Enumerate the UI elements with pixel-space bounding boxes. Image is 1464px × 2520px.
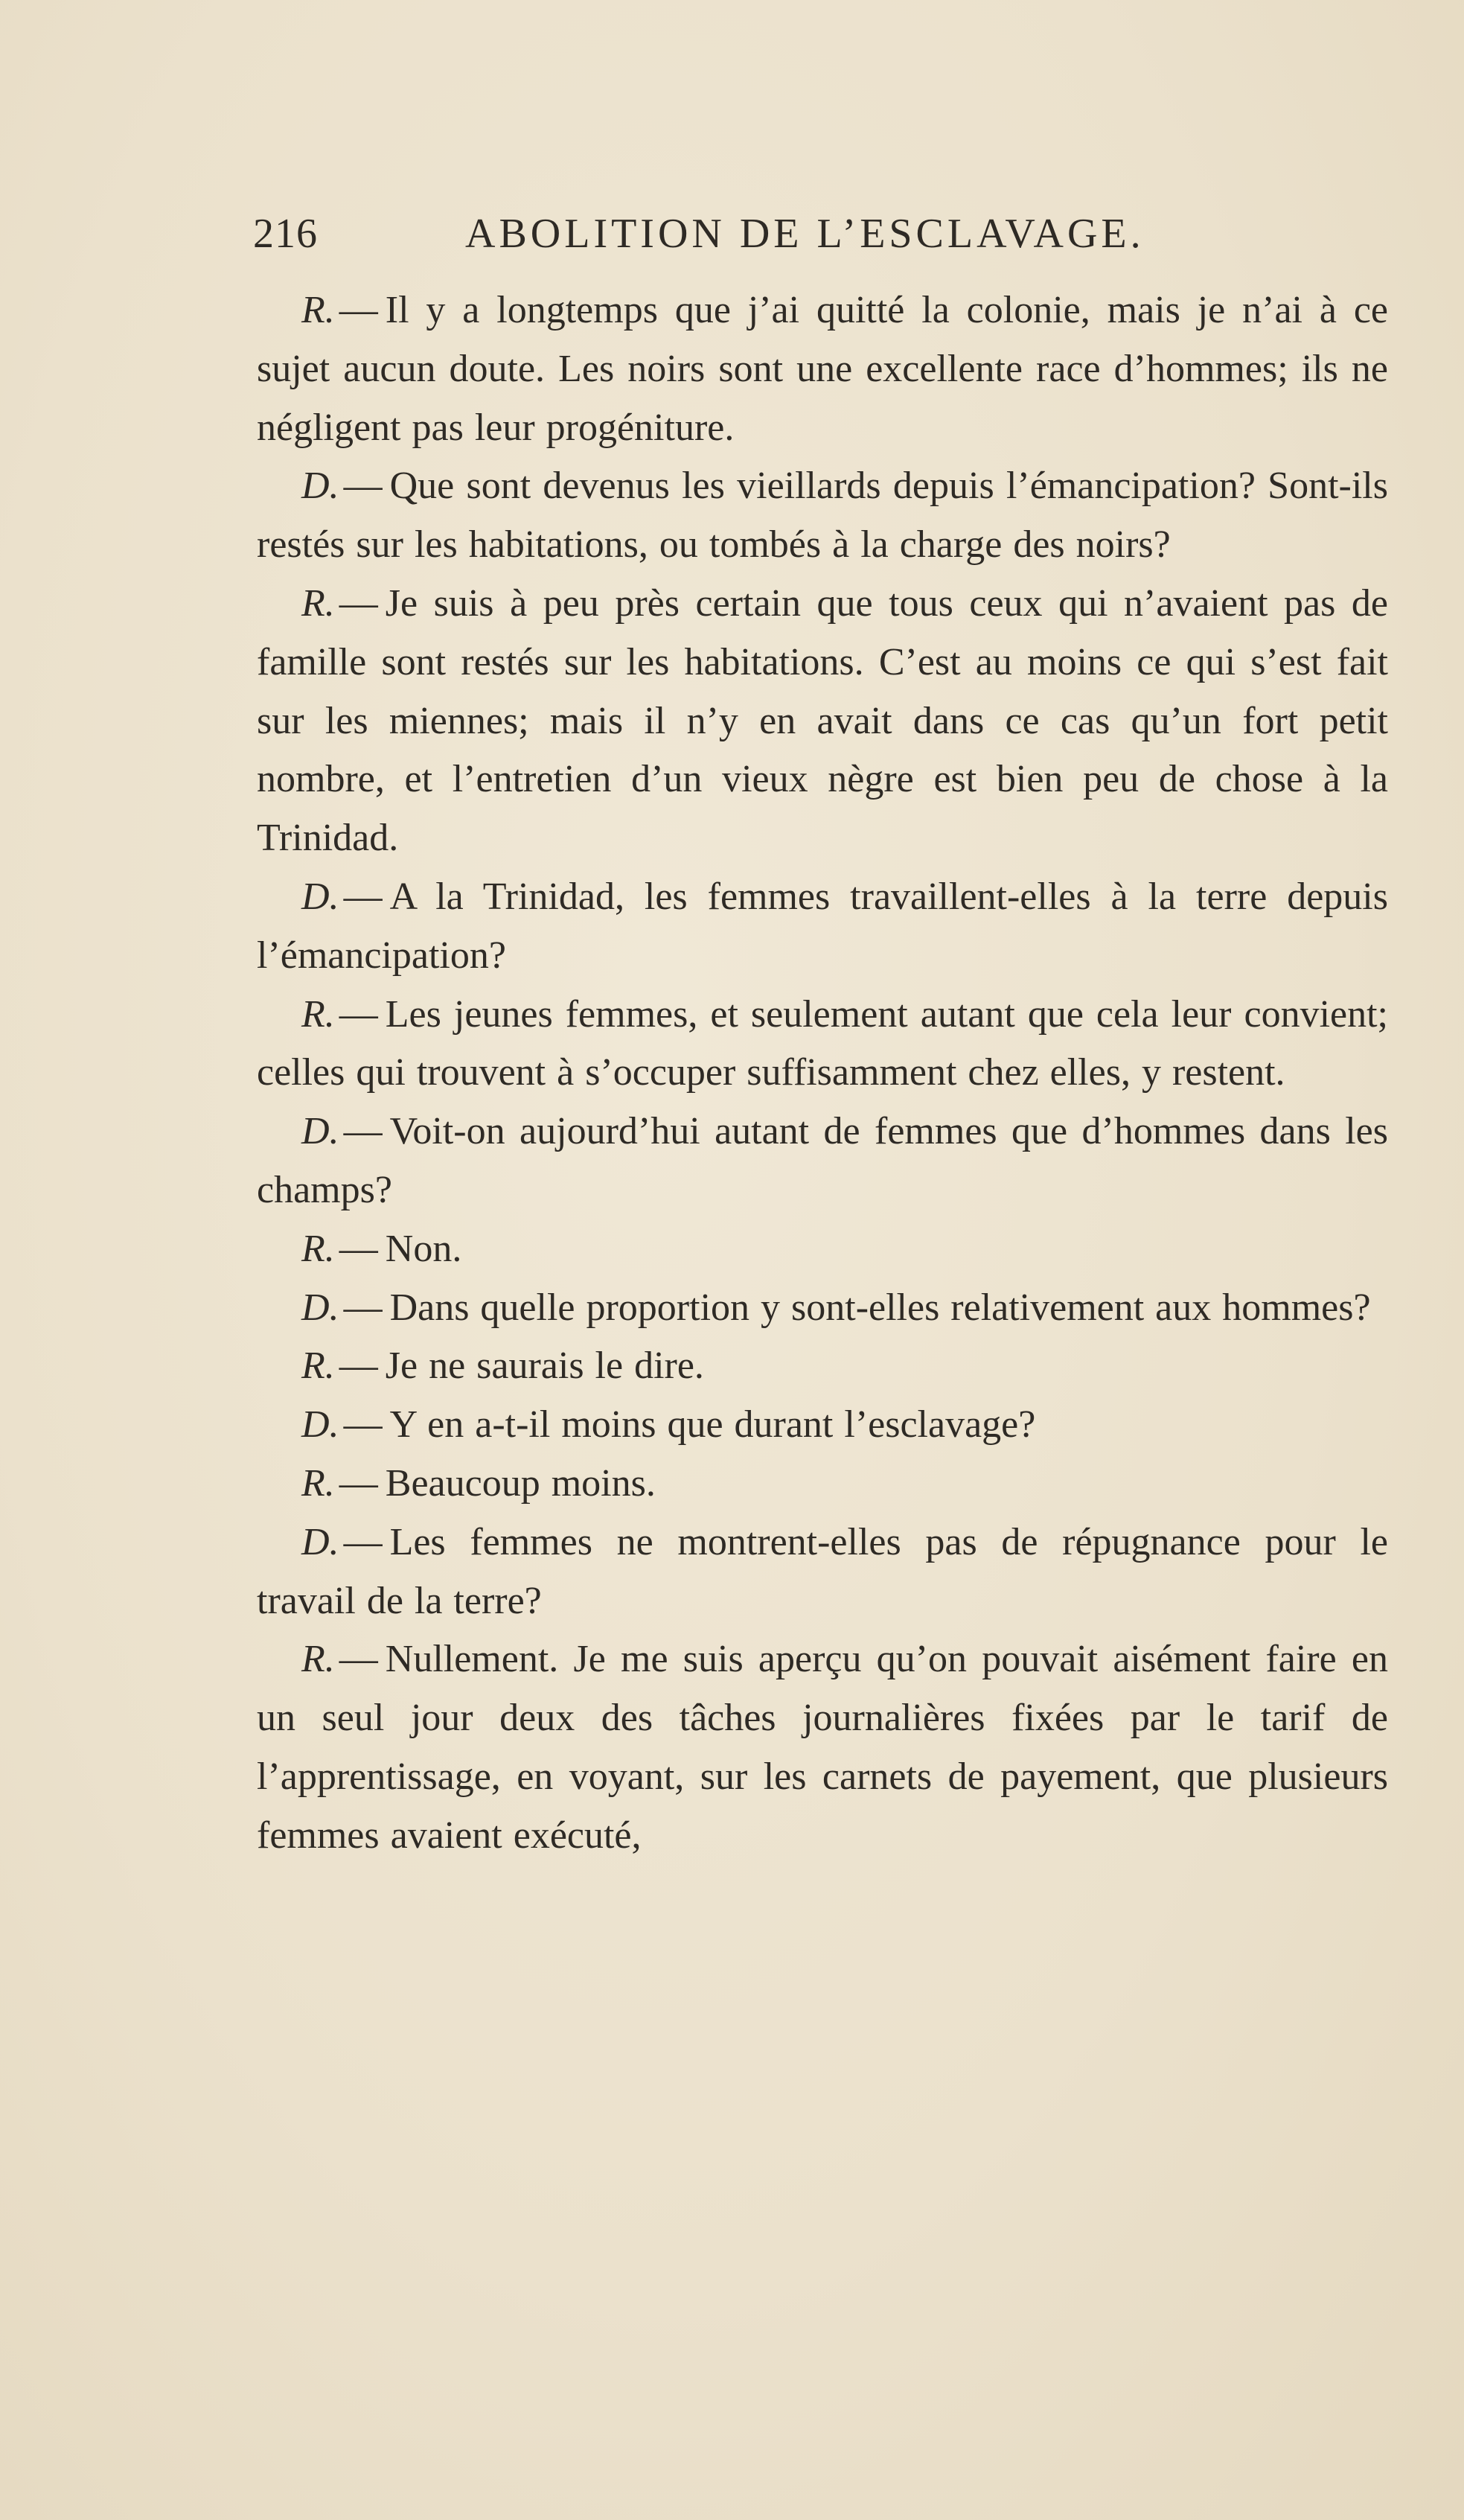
em-dash: — xyxy=(339,1344,378,1388)
em-dash: — xyxy=(343,875,383,918)
dialogue-paragraph xyxy=(257,1513,1388,1631)
paragraph-text: Voit-on aujourd’hui autant de femmes que d’hommes dans les champs? xyxy=(257,1110,1388,1211)
speaker-label: R. xyxy=(301,1461,335,1505)
em-dash: — xyxy=(343,1403,383,1446)
page-number: 216 xyxy=(253,211,318,257)
dialogue-paragraph xyxy=(257,1279,1388,1338)
em-dash: — xyxy=(343,1520,383,1563)
em-dash: — xyxy=(339,992,378,1036)
em-dash: — xyxy=(343,1286,383,1329)
dialogue-paragraph xyxy=(257,1630,1388,1865)
speaker-label: D. xyxy=(301,1286,339,1329)
speaker-label: R. xyxy=(301,581,335,625)
speaker-label: R. xyxy=(301,1638,335,1681)
running-title: ABOLITION DE L’ESCLAVAGE. xyxy=(465,211,1145,257)
paragraph-text: Beaucoup moins. xyxy=(385,1461,656,1505)
dialogue-paragraph xyxy=(257,1455,1388,1513)
speaker-label: D. xyxy=(301,1520,339,1563)
speaker-label: R. xyxy=(301,1227,335,1270)
paragraph-text: Non. xyxy=(385,1227,462,1270)
dialogue-paragraph xyxy=(257,1103,1388,1220)
dialogue-paragraph xyxy=(257,575,1388,868)
speaker-label: D. xyxy=(301,465,339,508)
dialogue-text xyxy=(257,281,1388,1866)
dialogue-paragraph xyxy=(257,1220,1388,1279)
speaker-label: R. xyxy=(301,289,335,331)
dialogue-paragraph xyxy=(257,457,1388,575)
paragraph-text: Que sont devenus les vieillards depuis l’émancipation? Sont-ils restés sur les habitations, ou tombés à la charge des noirs? xyxy=(257,465,1388,567)
dialogue-paragraph xyxy=(257,1396,1388,1455)
dialogue-paragraph xyxy=(257,1337,1388,1396)
em-dash: — xyxy=(343,465,383,508)
paragraph-text: Je ne saurais le dire. xyxy=(385,1344,704,1388)
paragraph-text: Les femmes ne montrent-elles pas de répugnance pour le travail de la terre? xyxy=(257,1520,1388,1622)
dialogue-paragraph xyxy=(257,281,1388,457)
paragraph-text: Nullement. Je me suis aperçu qu’on pouvait aisément faire en un seul jour deux des tâches journalières fixées par le tarif de l’apprentissage, en voyant, sur les carnets de payement, que plusieurs femmes avaient exécuté, xyxy=(257,1638,1388,1857)
speaker-label: D. xyxy=(301,1110,339,1153)
paragraph-text: Les jeunes femmes, et seulement autant que cela leur convient; celles qui trouvent à s’occuper suffisamment chez elles, y restent. xyxy=(257,992,1388,1094)
dialogue-paragraph xyxy=(257,986,1388,1103)
em-dash: — xyxy=(339,289,378,331)
em-dash: — xyxy=(339,581,378,625)
speaker-label: D. xyxy=(301,1403,339,1446)
em-dash: — xyxy=(343,1110,383,1153)
paragraph-text: Dans quelle proportion y sont-elles relativement aux hommes? xyxy=(389,1286,1371,1329)
em-dash: — xyxy=(339,1227,378,1270)
speaker-label: D. xyxy=(301,875,339,918)
speaker-label: R. xyxy=(301,992,335,1036)
dialogue-paragraph xyxy=(257,868,1388,986)
page-header xyxy=(253,210,1191,269)
em-dash: — xyxy=(339,1638,378,1681)
paragraph-text: Y en a-t-il moins que durant l’esclavage? xyxy=(389,1403,1036,1446)
paragraph-text: Il y a longtemps que j’ai quitté la colonie, mais je n’ai à ce sujet aucun doute. Les noirs sont une excellente race d’hommes; ils ne négligent pas leur progéniture. xyxy=(257,289,1388,449)
paragraph-text: Je suis à peu près certain que tous ceux qui n’avaient pas de famille sont restés sur les habitations. C’est au moins ce qui s’est fait sur les miennes; mais il n’y en avait dans ce cas qu’un fort petit nombre, et l’entretien d’un vieux nègre est bien peu de chose à la Trinidad. xyxy=(257,581,1388,860)
speaker-label: R. xyxy=(301,1344,335,1388)
paragraph-text: A la Trinidad, les femmes travaillent-elles à la terre depuis l’émancipation? xyxy=(257,875,1388,977)
em-dash: — xyxy=(339,1461,378,1505)
